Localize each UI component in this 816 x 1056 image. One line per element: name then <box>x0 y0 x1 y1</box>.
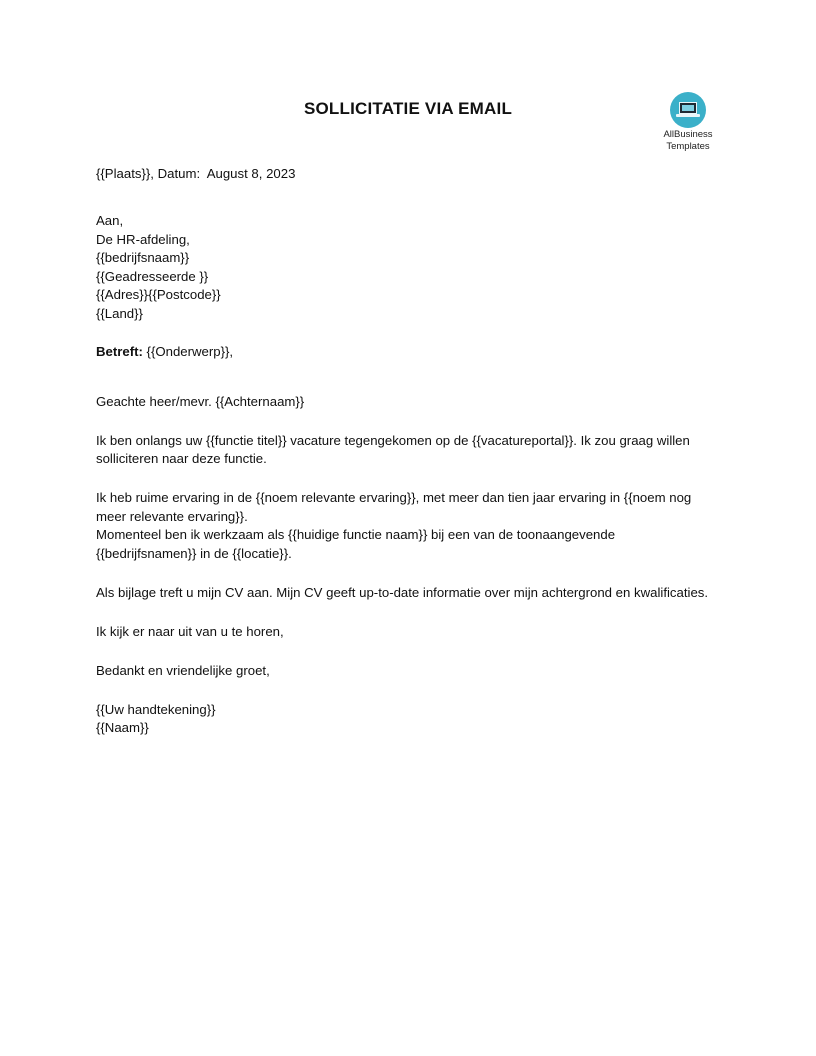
subject-line <box>96 343 736 362</box>
paragraph-line: solliciteren naar deze functie. <box>96 451 267 466</box>
logo-text-line2: Templates <box>666 141 710 152</box>
date-line: {{Plaats}}, Datum: August 8, 2023 <box>96 166 296 181</box>
address-line: De HR-afdeling, <box>96 231 190 247</box>
paragraph-line: Momenteel ben ik werkzaam als {{huidige functie naam}} bij een van de toonaangevende <box>96 527 616 542</box>
signature-placeholder: {{Uw handtekening}} <box>96 701 216 717</box>
subject-label: Betreft: <box>96 343 143 359</box>
closing: Bedankt en vriendelijke groet, <box>96 662 270 678</box>
address-line: {{bedrijfsnaam}} <box>96 250 190 265</box>
paragraph-vacancy <box>96 432 736 469</box>
paragraph-experience <box>96 489 736 563</box>
subject-value: {{Onderwerp}}, <box>142 343 234 359</box>
paragraph-line: {{bedrijfsnamen}} in de {{locatie}}. <box>96 545 292 561</box>
paragraph-cv: Als bijlage treft u mijn CV aan. Mijn CV geeft up-to-date informatie over mijn achtergrond en kwalificaties. <box>96 584 709 600</box>
paragraph-looking-forward: Ik kijk er naar uit van u te horen, <box>96 623 284 639</box>
address-line: {{Adres}}{{Postcode}} <box>96 287 221 302</box>
document-title: SOLLICITATIE VIA EMAIL <box>303 99 513 118</box>
allbusiness-templates-logo <box>656 92 720 152</box>
address-line: Aan, <box>96 213 124 228</box>
salutation: Geachte heer/mevr. {{Achternaam}} <box>96 393 305 409</box>
paragraph-line: meer relevante ervaring}}. <box>96 508 248 524</box>
address-line: {{Geadresseerde }} <box>96 268 209 284</box>
paragraph-line: Ik heb ruime ervaring in de {{noem relevante ervaring}}, met meer dan tien jaar ervaring in {{noem nog <box>96 490 692 505</box>
address-line: {{Land}} <box>96 305 143 321</box>
logo-text-line1: AllBusiness <box>663 129 713 140</box>
letter-body <box>96 165 736 738</box>
name-placeholder: {{Naam}} <box>96 720 149 735</box>
paragraph-line: Ik ben onlangs uw {{functie titel}} vacature tegengekomen op de {{vacatureportal}}. Ik zou graag willen <box>96 432 690 448</box>
recipient-address <box>96 212 736 323</box>
laptop-icon <box>670 92 706 128</box>
